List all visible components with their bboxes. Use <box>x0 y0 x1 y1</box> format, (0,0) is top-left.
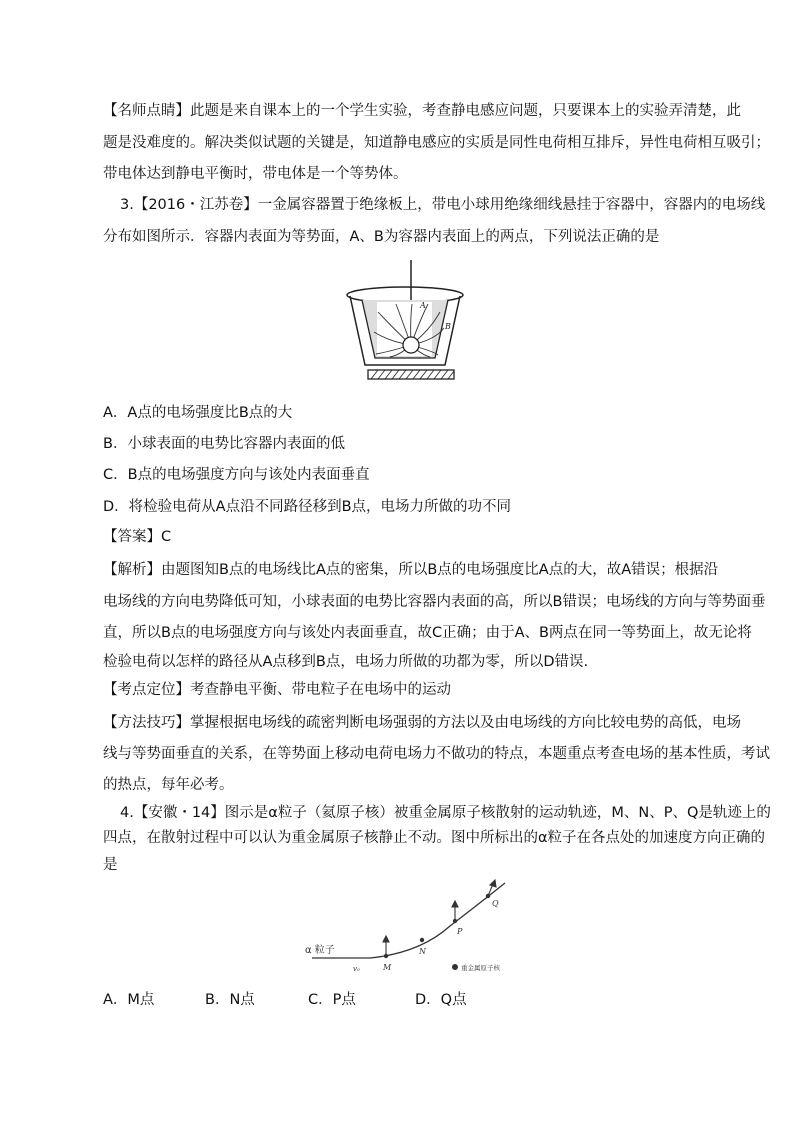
point-n <box>420 938 424 942</box>
trajectory-curve <box>312 883 505 958</box>
q3-option-c: C．B点的电场强度方向与该处内表面垂直 <box>103 467 370 483</box>
q3-fangfa-1: 【方法技巧】掌握根据电场线的疏密判断电场强弱的方法以及由电场线的方向比较电势的高低，电场 <box>103 715 741 731</box>
q4-option-c: C．P点 <box>308 992 356 1008</box>
label-v0: v₀ <box>353 965 360 973</box>
label-nucleus: 重金属原子核 <box>461 964 500 972</box>
metal-container-figure <box>340 260 470 385</box>
label-m: M <box>383 963 392 972</box>
q3-fangfa-3: 的热点，每年必考。 <box>103 777 234 793</box>
q3-fangfa-2: 线与等势面垂直的关系，在等势面上移动电荷电场力不做功的特点，本题重点考查电场的基本性质，考试 <box>103 746 770 762</box>
q3-option-d: D．将检验电荷从A点沿不同路径移到B点，电场力所做的功不同 <box>103 499 512 515</box>
alpha-trajectory-figure <box>300 878 522 974</box>
q3-analysis-4: 检验电荷以怎样的路径从A点移到B点，电场力所做的功都为零，所以D错误. <box>103 654 589 670</box>
label-n: N <box>419 947 426 956</box>
insulating-board <box>368 370 454 379</box>
q3-option-b: B．小球表面的电势比容器内表面的低 <box>103 436 345 452</box>
q4-stem-line-3: 是 <box>103 857 118 873</box>
q4-option-b: B．N点 <box>205 992 255 1008</box>
q3-stem-line-2: 分布如图所示．容器内表面为等势面，A、B为容器内表面上的两点，下列说法正确的是 <box>103 229 660 245</box>
q3-option-a: A．A点的电场强度比B点的大 <box>103 405 293 421</box>
q3-analysis-2: 电场线的方向电势降低可知，小球表面的电势比容器内表面的高，所以B错误；电场线的方向与等势面垂 <box>103 594 766 610</box>
q3-stem-line-1: 3.【2016・江苏卷】一金属容器置于绝缘板上，带电小球用绝缘细线悬挂于容器中，容器内的电场线 <box>120 197 766 213</box>
label-a: A <box>420 301 426 310</box>
q4-option-d: D．Q点 <box>415 992 467 1008</box>
q3-analysis-3: 直，所以B点的电场强度方向与该处内表面垂直，故C正确；由于A、B两点在同一等势面上，故无论将 <box>103 625 752 641</box>
q3-analysis-1: 【解析】由题图知B点的电场线比A点的密集，所以B点的电场强度比A点的大，故A错误；根据沿 <box>103 562 719 578</box>
q4-stem-line-2: 四点，在散射过程中可以认为重金属原子核静止不动。图中所标出的α粒子在各点处的加速度方向正确的 <box>103 830 766 846</box>
label-b: B <box>445 322 451 331</box>
charged-ball <box>403 337 419 353</box>
label-p: P <box>457 927 463 936</box>
label-alpha: α 粒子 <box>305 945 335 956</box>
q4-stem-line-1: 4.【安徽・14】图示是α粒子（氦原子核）被重金属原子核散射的运动轨迹，M、N、P、Q是轨迹上的 <box>120 805 771 821</box>
q3-answer: 【答案】C <box>103 529 172 545</box>
mingshi-line-2: 题是没难度的。解决类似试题的关键是，知道静电感应的实质是同性电荷相互排斥，异性电荷相互吸引； <box>103 135 770 151</box>
mingshi-line-3: 带电体达到静电平衡时，带电体是一个等势体。 <box>103 166 408 182</box>
mingshi-line-1: 【名师点睛】此题是来自课本上的一个学生实验，考查静电感应问题，只要课本上的实验弄清楚，此 <box>103 103 741 119</box>
nucleus-symbol <box>452 964 458 970</box>
label-q: Q <box>492 899 499 908</box>
q4-option-a: A．M点 <box>103 992 155 1008</box>
q3-kaodian: 【考点定位】考查静电平衡、带电粒子在电场中的运动 <box>103 682 451 698</box>
